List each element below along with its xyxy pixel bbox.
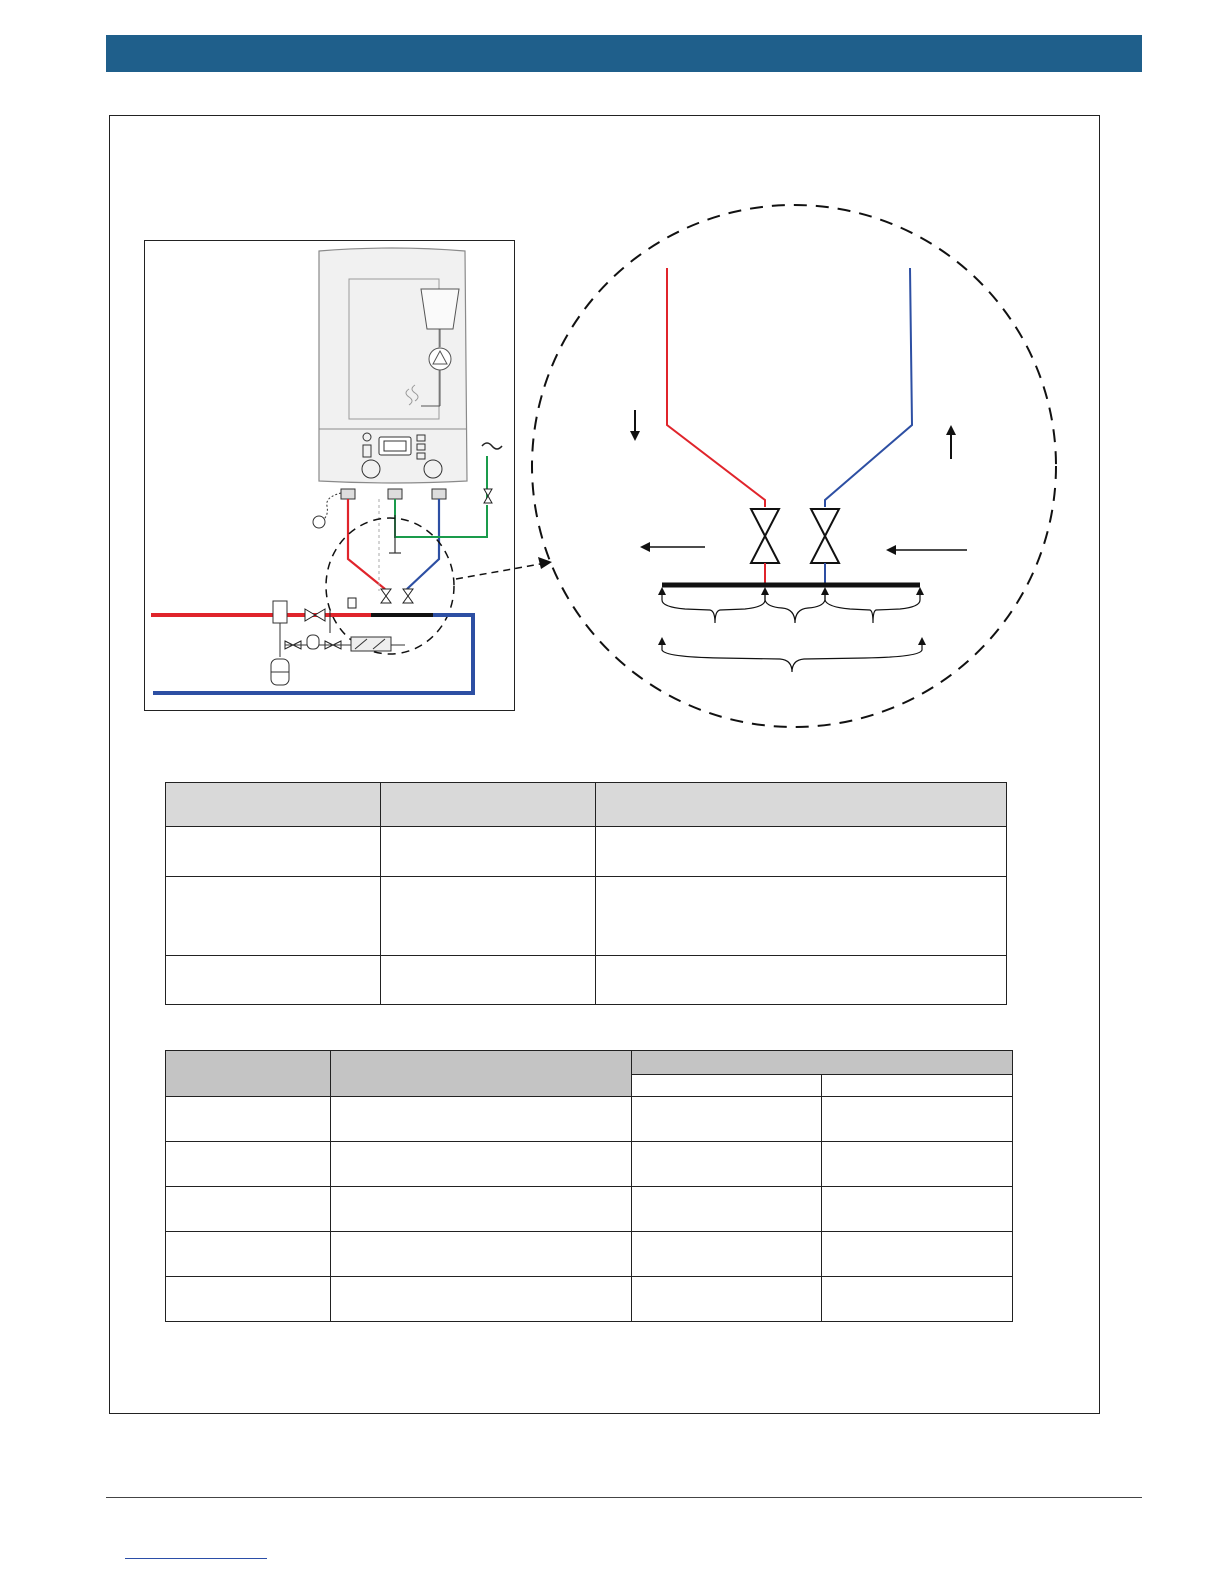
table1-cell xyxy=(166,827,381,877)
schematic-svg xyxy=(145,241,516,712)
installation-schematic xyxy=(144,240,515,711)
table2-cell xyxy=(166,1277,331,1322)
table2-cell xyxy=(166,1142,331,1187)
table1-cell xyxy=(381,956,596,1005)
filter-icon xyxy=(351,637,391,651)
table2-header-cell xyxy=(632,1051,1013,1075)
table2-cell xyxy=(331,1277,632,1322)
table1-cell xyxy=(596,956,1007,1005)
table2-cell xyxy=(632,1097,822,1142)
connection-table xyxy=(165,1050,1013,1322)
table1-cell xyxy=(596,827,1007,877)
table1-cell xyxy=(381,827,596,877)
expansion-vessel-icon xyxy=(271,659,289,685)
table2-cell xyxy=(331,1142,632,1187)
dimension-table xyxy=(165,782,1007,1005)
footer-link[interactable] xyxy=(125,1558,267,1559)
table2-cell xyxy=(632,1232,822,1277)
table2-cell xyxy=(822,1277,1013,1322)
table2-cell xyxy=(166,1232,331,1277)
table2-cell xyxy=(632,1187,822,1232)
table2-header-cell xyxy=(331,1051,632,1097)
table2-subheader-cell xyxy=(822,1075,1013,1097)
table2-subheader-cell xyxy=(632,1075,822,1097)
table2-cell xyxy=(331,1097,632,1142)
table2-cell xyxy=(166,1097,331,1142)
table1-header-cell xyxy=(166,783,381,827)
header-bar xyxy=(106,35,1142,72)
table1-header-cell xyxy=(596,783,1007,827)
table2-cell xyxy=(331,1187,632,1232)
table2-cell xyxy=(822,1187,1013,1232)
detail-zoom xyxy=(520,195,1070,740)
valve-icon xyxy=(484,489,492,503)
table1-cell xyxy=(166,877,381,956)
table2-cell xyxy=(822,1097,1013,1142)
table2-cell xyxy=(822,1232,1013,1277)
table1-cell xyxy=(166,956,381,1005)
footer-divider xyxy=(106,1497,1142,1498)
table2-header-cell xyxy=(166,1051,331,1097)
table2-cell xyxy=(632,1142,822,1187)
table1-header-cell xyxy=(381,783,596,827)
table2-cell xyxy=(331,1232,632,1277)
table2-cell xyxy=(166,1187,331,1232)
table1-cell xyxy=(381,877,596,956)
table1-cell xyxy=(596,877,1007,956)
table2-cell xyxy=(632,1277,822,1322)
table2-cell xyxy=(822,1142,1013,1187)
